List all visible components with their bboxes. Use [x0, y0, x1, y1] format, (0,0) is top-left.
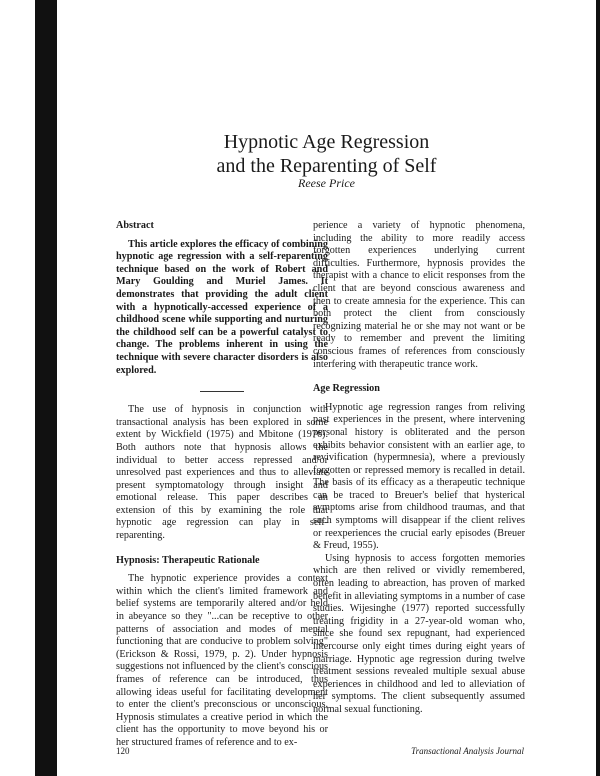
author: Reese Price	[298, 176, 355, 190]
continued-paragraph: perience a variety of hypnotic phenomena, including the ability to more readily access forgotten experiences underlying current difficulties. Furthermore, hypnosis provides the therapist with a chance to elicit responses from the client that are beyond conscious awareness and then to create amnesia for the experience. This can both protect the client from consciously recognizing material he or she may not want or be ready to remember and prevent the limiting conscious frames of references from consciously interfering with therapeutic trance work.	[313, 220, 525, 370]
title-line-2: and the Reparenting of Self	[216, 155, 437, 177]
section-divider	[200, 391, 244, 392]
abstract-text: This article explores the efficacy of combining hypnotic age regression with a self-reparenting technique based on the work of Robert and Mary Goulding and Muriel James. It demonstrates that providing the adult client with a hypnotically-accessed experience of a childhood scene while supporting and nurturing the childhood self can be a powerful catalyst to change. The problems inherent in using the technique with severe character disorders is also explored.	[116, 238, 328, 376]
abstract-heading: Abstract	[116, 220, 154, 231]
age-regression-paragraph-1: Hypnotic age regression ranges from reliving past experiences in the present, where intervening personal history is obliterated and the person exhibits behavior consistent with an earlier age, to revivification (hypermnesia), where a previously forgotten or repressed memory is recalled in detail. The basis of its efficacy as a therapeutic technique can be traced to Breuer's belief that hysterical symptoms arise from childhood traumas, and that such symptoms will disappear if the client relives or reexperiences the crucial early episodes (Breuer & Freud, 1955).	[313, 401, 525, 552]
page-number: 120	[116, 746, 130, 756]
paper-page	[57, 0, 596, 776]
rationale-paragraph: The hypnotic experience provides a context within which the client's limited framework and belief systems are temporarily altered and/or held in abeyance so they "...can be receptive to other patterns of association and modes of mental functioning that are conducive to problem solving" (Erickson & Rossi, 1979, p. 2). Under hypnosis suggestions not influenced by the client's conscious frames of reference can be introduced, thus allowing ideas useful for facilitating development to enter the client's preconscious or unconscious. Hypnosis stimulates a creative period in which the client has the opportunity to move beyond his or her structured frames of reference and to ex-	[116, 573, 328, 748]
scan-border-right	[596, 0, 600, 776]
section-heading-age-regression: Age Regression	[313, 383, 380, 395]
paper-title	[57, 130, 596, 178]
right-column	[313, 220, 525, 717]
journal-name: Transactional Analysis Journal	[411, 746, 524, 756]
age-regression-paragraph-2: Using hypnosis to access forgotten memories which are then relived or vividly remembered, often leading to abreaction, has proven of marked benefit in alleviating symptoms in a number of case studies. Wijesinghe (1977) reported successfully treating frigidity in a 27-year-old woman who, since she found sex repugnant, had experienced intercourse only eight times during eight years of marriage. Hypnotic age regression during twelve treatment sessions revealed multiple sexual abuse experiences in childhood and led to alleviation of her symptoms. The client subsequently assumed normal sexual functioning.	[313, 552, 525, 715]
title-line-1: Hypnotic Age Regression	[223, 131, 430, 153]
left-column	[116, 220, 328, 750]
scan-border-left	[35, 0, 57, 776]
intro-paragraph: The use of hypnosis in conjunction with transactional analysis has been explored in some extent by Wickfield (1975) and Mbitone (1976). Both authors note that hypnosis allows the individual to better access repressed and/or unresolved past experiences and thus to alleviate present symptomatology through insight and emotional release. This paper describes an extension of this by examining the role that hypnotic age regression can play in self-reparenting.	[116, 404, 328, 542]
section-heading-rationale: Hypnosis: Therapeutic Rationale	[116, 554, 260, 566]
